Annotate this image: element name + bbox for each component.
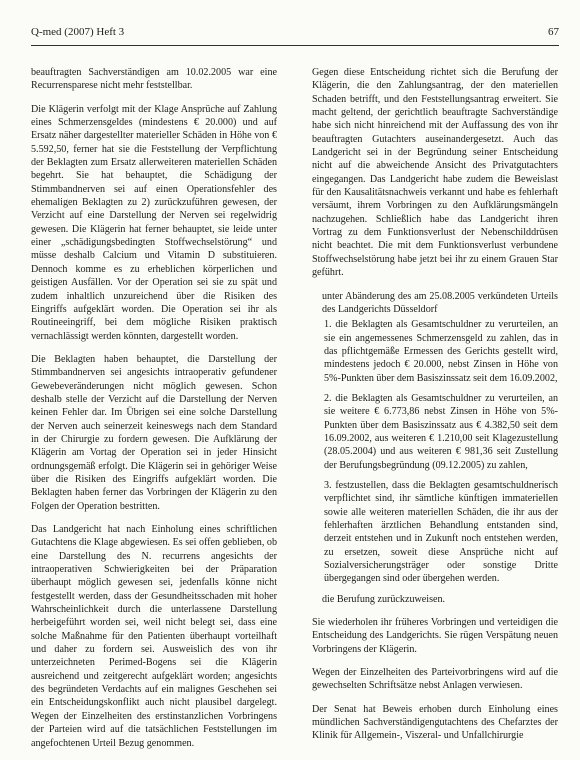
left-column	[31, 66, 277, 760]
right-column	[312, 66, 558, 753]
paragraph: beauftragten Sachverständigen am 10.02.2005 war eine Recurrensparese nicht mehr feststellbar.	[31, 67, 277, 92]
paragraph: Gegen diese Entscheidung richtet sich die Berufung der Klägerin, die den Zahlungsantrag, der den materiellen Schaden betrifft, und den Feststellungsantrag erweitert. Sie macht geltend, der gerichtlich beauftragte Sachverständige habe sich nicht hinreichend mit der Auffassung des von ihr beauftragten Gutachters auseinandergesetzt. Auch das Landgericht sei in der Begründung seiner Entscheidung nicht auf die abweichende Ansicht des Privatgutachters eingegangen. Das Landgericht habe zudem die Beweislast für den Kausalitätsnachweis verkannt und habe es fehlerhaft versäumt, ihrem Vorbringen zu den Aufklärungsmängeln nachzugehen. Schließlich habe das Landgericht ihren Vortrag zu dem Funktionsverlust der Nebenschilddrüsen nicht beachtet. Die mit dem Funktionsverlust verbundene Stoffwechselstörung habe jetzt bei ihr zu einem Grauen Star geführt.	[312, 67, 558, 279]
list-item: 2. die Beklagten als Gesamtschuldner zu verurteilen, an sie weitere € 6.773,86 nebst Zinsen in Höhe von 5%-Punkten über dem Basiszinssatz aus € 4.382,50 seit dem 16.09.2002, aus weiteren € 1.210,00 seit Klagezustellung (28.05.2004) und aus weiteren € 981,36 seit Zustellung der Berufungsbegründung (09.12.2005) zu zahlen,	[324, 392, 558, 471]
paragraph: unter Abänderung des am 25.08.2005 verkündeten Urteils des Landgerichts Düsseldorf	[322, 290, 558, 315]
journal-title: Q-med (2007) Heft 3	[31, 26, 125, 38]
paragraph: Die Beklagten haben behauptet, die Darstellung der Stimmbandnerven sei angesichts intraoperativ gefundener Gewebeveränderungen nicht möglich gewesen. Schon deshalb stelle der Verzicht auf die Darstellung der Nerven keinen Fehler dar. Im Übrigen sei eine solche Darstellung der Nerven auch seinerzeit keineswegs nach dem Standard in der Chirurgie zu fordern gewesen. Die Aufklärung der Klägerin am Vortag der Operation sei in jeder Hinsicht ordnungsgemäß erfolgt. Die Klägerin sei in gehöriger Weise über die Risiken des Eingriffs aufgeklärt worden. Die Beklagten haben ferner das Vorbringen der Klägerin zu den Folgen der Operation bestritten.	[31, 353, 277, 512]
paragraph: die Berufung zurückzuweisen.	[322, 593, 446, 605]
list-item: 3. festzustellen, dass die Beklagten gesamtschuldnerisch verpflichtet sind, ihr sämtliche künftigen immateriellen sowie alle weiteren materiellen Schäden, die ihr aus der fehlerhaften ärztlichen Behandlung entstanden sind, derzeit entstehen und in Zukunft noch entstehen werden, zu ersetzen, soweit diese Ansprüche nicht auf Sozialversicherungsträger oder sonstige Dritte übergegangen sind oder übergehen werden.	[324, 479, 558, 585]
page-number: 67	[548, 26, 559, 38]
page-header	[31, 24, 559, 38]
paragraph: Das Landgericht hat nach Einholung eines schriftlichen Gutachtens die Klage abgewiesen. Es sei offen geblieben, ob eine Darstellung des N. recurrens angesichts der intraoperativen Schwierigkeiten bei der Präparation überhaupt möglich gewesen sei, jedenfalls könne nicht festgestellt werden, dass der Gesundheitsschaden mit hoher Wahrscheinlichkeit durch die unterlassene Darstellung herbeigeführt worden sei, weil nicht belegt sei, dass eine solche Maßnahme für den Patienten überhaupt vorteilhaft und daher zu fordern sei. Ausweislich des von ihr unterzeichneten Perimed-Bogens sei die Klägerin ausreichend und zeitgerecht aufgeklärt worden; angesichts des begründeten Verdachts auf ein malignes Geschehen sei ein Entscheidungskonflikt auch nicht plausibel dargelegt. Wegen der Einzelheiten des erstinstanzlichen Vorbringens der Parteien wird auf die tatsächlichen Feststellungen im angefochtenen Urteil Bezug genommen.	[31, 524, 277, 749]
paragraph: Die Klägerin verfolgt mit der Klage Ansprüche auf Zahlung eines Schmerzensgeldes (mindestens € 20.000) und auf Ersatz näher dargestellter materieller Schäden in Höhe von € 5.592,50, ferner hat sie die Feststellung der Verpflichtung der Beklagten zum Ersatz allerweiteren materiellen Schäden begehrt. Sie hat behauptet, die Schädigung der Stimmbandnerven sei auf einen Operationsfehler des ehemaligen Beklagten zu 2) zurückzuführen gewesen, der Verzicht auf eine Darstellung der Nerven sei regelwidrig gewesen. Die Klägerin hat ferner behauptet, sie leide unter einer „schädigungsbedingten Stoffwechselstörung“ und müsse deshalb Calcium und Vitamin D substituieren. Dennoch komme es zu erheblichen körperlichen und geistigen Ausfällen. Vor der Operation sei sie zu spät und zudem inhaltlich unzureichend über die Risiken des Eingriffs aufgeklärt worden. Die Operation sei ihr als Routineeingriff, bei dem mögliche Risiken praktisch vernachlässigt werden könnten, dargestellt worden.	[31, 103, 277, 342]
paragraph: Wegen der Einzelheiten des Parteivorbringens wird auf die gewechselten Schriftsätze nebst Anlagen verwiesen.	[312, 667, 558, 692]
header-rule	[31, 45, 559, 46]
paragraph: Der Senat hat Beweis erhoben durch Einholung eines mündlichen Sachverständigengutachtens des Chefarztes der Klinik für Allgemein-, Viszeral- und Unfallchirurgie	[312, 703, 558, 742]
paragraph: Sie wiederholen ihr früheres Vorbringen und verteidigen die Entscheidung des Landgerichts. Sie rügen Verspätung neuen Vorbringens der Klägerin.	[312, 617, 558, 655]
list-item: 1. die Beklagten als Gesamtschuldner zu verurteilen, an sie ein angemessenes Schmerzensgeld zu zahlen, das in das pflichtgemäße Ermessen des Gerichts gestellt wird, mindestens jedoch € 20.000, nebst Zinsen in Höhe von 5%-Punkten über dem Basiszinssatz seit dem 16.09.2002,	[324, 319, 558, 384]
